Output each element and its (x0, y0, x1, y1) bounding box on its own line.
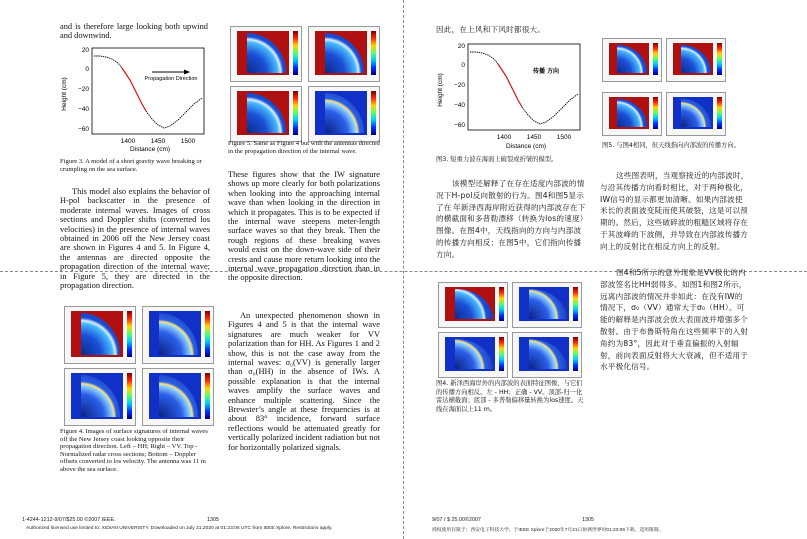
right-col1-para: 该模型还解释了在存在适度内部波的情况下H-pol反向散射的行为。图4和图5显示了在 年新泽西海岸附近获得的内部波存在下的横截面和多普勒漂移（转换为los的速度）图像。在图4中，天线指向的方向与内部波的传播方向相反；在图5中，它们指向传播方向。 (436, 179, 586, 259)
xtick: 1400 (496, 134, 512, 141)
cn-figure-5-panel-vv-rcs (666, 38, 726, 82)
ytick: −40 (77, 106, 89, 113)
cn-figure-5-panel-hh-rcs (602, 38, 662, 82)
figure-3-plot (60, 44, 210, 154)
ytick: −60 (77, 126, 89, 133)
page-divider-vertical (403, 0, 404, 539)
right-col2-para1: 这些图表明，当观察接近的内部波时，与沿其传播方向看时相比，对于两种极化，IW信号的显示都更加清晰。如果内部波使米长的表面波变陡而使其破裂，这是可以预期的。然后，这些破碎波的粗糙区域将存在于其波峰的下波侧，并导致在内部波传播方向上的反射比在相反方向上的反射。 (600, 171, 749, 251)
cn-figure-3-plot (436, 40, 586, 152)
right-top-line: 因此，在上风和下风时都很大。 (436, 25, 546, 34)
xtick: 1500 (556, 134, 572, 141)
left-col2-para2: An unexpected phenomenon shown in Figures 4 and 5 is that the internal wave signatures are much weaker for VV polarization than for HH. As Figures 1 and 2 show, this is not the case away from the internal waves: σ₀(VV) is generally larger than σ₀(HH) in the absence of IWs. A possible explanation is that the internal waves amplify the surface waves and enhance multiple scattering. Since the Brewster’s angle at these frequencies is at about 83° incidence, forward surface reflections would be attenuated greatly for vertically polarized incident radiation but not for horizontally polarized signals. (228, 311, 380, 452)
left-col2-para1: These figures show that the IW signature shows up more clearly for both polarizations when looking into the approaching internal wave than when looking in the direction in which it propagates. This is to be expected if the internal wave steepens meter-length surface waves so that they break. Then the rough regions of these breaking waves would exist on the down-wave side of their crests and cause more return looking into the internal wave propagation direction than in the opposite direction. (228, 170, 380, 283)
figure-4-panel-hh-doppler (64, 368, 136, 426)
figure-4-panel-vv-doppler (142, 368, 214, 426)
y-axis-label: Height (cm) (61, 77, 68, 111)
x-axis-label: Distance (cm) (505, 143, 547, 150)
right-footer-copyright: 9/07 / $ 25.00©2007 (432, 517, 481, 523)
ytick: 0 (85, 66, 89, 73)
figure-5-panel-hh-doppler (230, 86, 302, 142)
figure-3-caption: Figure 3. A model of a short gravity wave breaking or crumpling on the sea surface. (60, 158, 202, 173)
cn-figure-5-caption: 图5. 与图4相同，但天线指向内部波的传播方向。 (602, 142, 740, 149)
cn-figure-4-panel-vv-doppler (512, 332, 582, 378)
left-license-notice: Authorized licensed use limited to: XIDIAN UNIVERSITY. Downloaded on July 21,2020 at 01:23:06 UTC from IEEE Xplore. Restrictions apply. (26, 526, 333, 531)
propagation-annotation: Propagation Direction (144, 76, 198, 82)
left-footer-copyright: 1-4244-1212-9/07/$25.00 ©2007 IEEE. (22, 517, 116, 523)
left-col1-body: This model also explains the behavior of H-pol backscatter in the presence of moderate internal waves. Images of cross sections and Doppler shifts (converted los velocities) in the presence of internal waves obtained in 2006 off the New Jersey coast are shown in Figures 4 and 5. In Figure 4, the antennas are directed opposite the propagation direction of the internal wave; in Figure 5, they are directed in the propagation direction. (60, 187, 210, 291)
plot-frame (468, 44, 580, 130)
ytick: −20 (77, 86, 89, 93)
right-page-number: 1305 (582, 517, 594, 523)
ytick: 0 (461, 62, 465, 69)
right-col2-para2: 图4和5所示的意外现象是VV极化的内部波签名比HH弱得多。如图1和图2所示，远离内部波的情况并非如此：在没有IW的情况下，σ₀（VV）通常大于σ₀（HH）。可能的解释是内部波会放大表面波并增强多个散射。由于布鲁斯特角在这些频率下的入射角约为83°，因此对于垂直偏振的入射辐射，前向表面反射将大大衰减，但不适用于水平极化信号。 (600, 268, 749, 372)
figure-5-panel-hh-rcs (230, 26, 302, 82)
ytick: 20 (81, 47, 89, 54)
left-page-number: 1305 (207, 517, 219, 523)
ytick: 20 (457, 43, 465, 50)
xtick: 1400 (120, 138, 136, 145)
figure-5-panel-vv-rcs (308, 26, 380, 82)
figure-5-caption: Figure 5. Same as Figure 4 but with the antennas directed in the propagation direction of the internal wave. (228, 140, 380, 155)
cn-figure-3-caption: 图3. 短重力波在海面上破裂或折皱的模型。 (436, 156, 558, 163)
cn-figure-4-panel-hh-rcs (438, 282, 508, 328)
figure-4-panel-hh-rcs (64, 306, 136, 364)
plot-frame (92, 48, 204, 134)
ytick: −20 (453, 82, 465, 89)
cn-figure-4-caption: 图4. 新泽西海岸外的内部波的表面特征图像，与它们的传播方向相反。左 - HH；正确 - VV。顶部-归一化雷达横截面；底部 - 多普勒偏移量转换为los速度。天线在海面以上11 m。 (436, 380, 584, 413)
x-axis-label: Distance (cm) (129, 146, 171, 153)
cn-figure-5-panel-vv-doppler (666, 92, 726, 136)
figure-5-panel-vv-doppler (308, 86, 380, 142)
xtick: 1450 (526, 134, 542, 141)
right-license-notice: 授权使用仅限于：西安电子科技大学。于IEEE Xplore于2020年7月21日协调世界时01:23:06下载。适用限制。 (432, 528, 664, 533)
left-col1-top-text: and is therefore large looking both upwind and downwind. (60, 22, 208, 41)
cn-figure-5-panel-hh-doppler (602, 92, 662, 136)
figure-4-panel-vv-rcs (142, 306, 214, 364)
figure-4-caption: Figure 4. Images of surface signatures of internal waves off the New Jersey coast looking opposite their propagation direction. Left – HH; Right – VV. Top - Normalized radar cross sections; Bottom – Doppler offsets converted to los velocity. The antenna was 11 m above the sea surface. (60, 428, 208, 473)
xtick: 1450 (150, 138, 166, 145)
cn-propagation-annotation: 传播 方向 (532, 68, 560, 75)
ytick: −40 (453, 102, 465, 109)
cn-figure-3 (436, 40, 586, 152)
ytick: −60 (453, 122, 465, 129)
y-axis-label: Height (cm) (437, 73, 444, 107)
xtick: 1500 (180, 138, 196, 145)
cn-figure-4-panel-vv-rcs (512, 282, 582, 328)
figure-3 (60, 44, 210, 154)
cn-figure-4-panel-hh-doppler (438, 332, 508, 378)
